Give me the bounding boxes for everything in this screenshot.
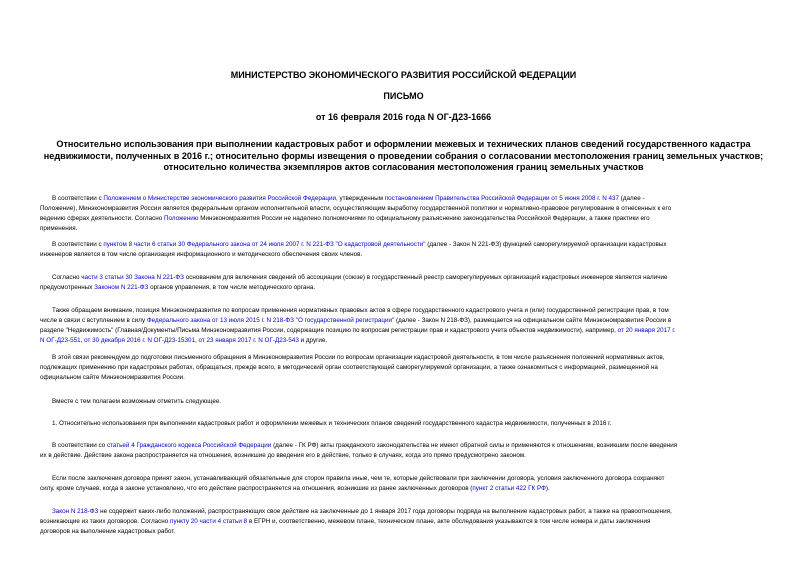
link-letter-20-jan-2017[interactable]: от 20 января 2017 г. <box>617 327 676 334</box>
ministry-heading: МИНИСТЕРСТВО ЭКОНОМИЧЕСКОГО РАЗВИТИЯ РОССИЙСКОЙ ФЕДЕРАЦИИ <box>230 70 577 80</box>
paragraph-line: Согласно части 3 статьи 30 Закона N 221-ФЗ основанием для включения сведений об ассоциации (союзе) в государственный реестр саморегулируемых организаций кадастровых инженеров является наличие <box>52 274 668 281</box>
link-letter-og-d23-551[interactable]: N ОГ-Д23-551 <box>40 337 81 344</box>
paragraph-law-218 <box>40 507 767 537</box>
link-government-decree[interactable]: постановлением Правительства Российской Федерации от 5 июня 2008 г. N 437 <box>384 195 620 202</box>
paragraph-regulation <box>40 194 767 234</box>
paragraph-item-1 <box>40 419 767 429</box>
paragraph-line: Вместе с тем полагаем возможным отметить следующее. <box>52 398 222 405</box>
paragraph-line: N ОГ-Д23-551, от 30 декабря 2016 г. N ОГ-Д23-15301, от 23 января 2017 г. N ОГ-Д23-543 и другие. <box>40 337 328 344</box>
paragraph-line: договоров на выполнение кадастровых работ. <box>40 528 176 535</box>
link-article-422[interactable]: пункт 2 статьи 422 ГК РФ <box>472 485 546 492</box>
subject-line: Относительно использования при выполнении кадастровых работ и оформлении межевых и технических планов сведений государственного кадастра <box>56 139 751 149</box>
paragraph-line: применения. <box>40 225 78 232</box>
paragraph-line: предусмотренных Законом N 221-ФЗ органов управления, в том числе методического органа. <box>40 284 316 291</box>
paragraph-methodical-body <box>40 273 767 293</box>
paragraph-line: разделе "Недвижимость" (Главная/Документы/Письма Минэкономразвития России, содержащие позицию по вопросам регистрации прав и кадастрового учета объектов недвижимости), например, от 20 января 2017 г. <box>40 327 676 334</box>
paragraph-line: В соответствии с Положением о Министерстве экономического развития Российской Федерации, утвержденным постановлением Правительства Российской Федерации от 5 июня 2008 г. N 437 (далее - <box>52 195 645 202</box>
paragraph-line: числе в связи с вступлением в силу Федерального закона от 13 июля 2015 г. N 218-ФЗ "О государственной регистрации" (далее - Закон N 218-ФЗ), размещается на официальном сайте Минэкономразвития России в <box>40 317 672 324</box>
paragraph-line: 1. Относительно использования при выполнении кадастровых работ и оформлении межевых и технических планов сведений государственного кадастра недвижимости, полученных в 2016 г. <box>52 420 612 427</box>
link-part-3-article-30[interactable]: части 3 статьи 30 Закона N 221-ФЗ <box>81 274 184 281</box>
paragraph-line: В соответствии с пунктом 8 части 6 статьи 30 Федерального закона от 24 июля 2007 г. N 221-ФЗ "О кадастровой деятельности" (далее - Закон N 221-ФЗ) функцией саморегулируемой организации кадастровых <box>52 241 667 248</box>
link-point-20-article-8[interactable]: пункту 20 части 4 статьи 8 <box>170 518 248 525</box>
link-law-218-fz-start[interactable]: Закон N 218-ФЗ <box>52 508 99 515</box>
subject-line: недвижимости, полученных в 2016 г.; относительно формы извещения о проведении собрания о согласовании местоположения границ земельных участков; <box>43 150 764 161</box>
paragraph-line: официальном сайте Минэкономразвития России. <box>40 374 185 381</box>
paragraph-line: инженеров является в том числе организация информационного и методического обеспечения своих членов. <box>40 251 363 258</box>
link-law-221-fz-short[interactable]: Законом N 221-ФЗ <box>94 284 149 291</box>
link-letter-30-dec-2016[interactable]: от 30 декабря 2016 г. N ОГ-Д23-15301 <box>84 337 195 344</box>
paragraph-line: возникающие из таких договоров. Согласно пункту 20 части 4 статьи 8 в ЕГРН и, соответственно, межевом плане, техническом плане, акте обследования указываются в том числе номера и даты заключения <box>40 518 651 525</box>
link-law-221-fz[interactable]: пунктом 8 части 6 статьи 30 Федерального закона от 24 июля 2007 г. N 221-ФЗ "О кадастровой деятельности" <box>103 241 426 248</box>
paragraph-line: ведению сферах деятельности. Согласно Положению Минэкономразвития России не наделено полномочиями по официальному разъяснению законодательства Российской Федерации, а также практики его <box>40 215 650 222</box>
paragraph-note <box>40 397 767 407</box>
paragraph-line: Положение), Минэкономразвития России является федеральным органом исполнительной власти, осуществляющим выработку государственной политики и нормативно-правовое регулирование в отнесенных к его <box>40 205 672 212</box>
link-regulation-ministry[interactable]: Положением о Министерстве экономического развития Российской Федерации <box>103 195 336 202</box>
document-date-number: от 16 февраля 2016 года N ОГ-Д23-1666 <box>315 112 492 122</box>
paragraph-civil-code <box>40 441 767 461</box>
paragraph-line: их в действие. Действие закона распространяется на отношения, возникшие до введения его в действие, только в случаях, когда это прямо предусмотрено законом. <box>40 452 526 459</box>
paragraph-ministry-position <box>40 306 767 346</box>
document-type: ПИСЬМО <box>383 91 424 101</box>
paragraph-recommendation <box>40 353 767 383</box>
link-civil-code-article-4[interactable]: статьей 4 Гражданского кодекса Российской Федерации <box>106 442 272 449</box>
link-law-218-fz[interactable]: Федерального закона от 13 июля 2015 г. N 218-ФЗ "О государственной регистрации" <box>146 317 395 324</box>
paragraph-line: Также обращаем внимание, позиция Минэкономразвития по вопросам применения нормативных правовых актов в сфере государственного кадастрового учета и (или) государственной регистрации прав, в том <box>52 307 669 314</box>
paragraph-line: Если после заключения договора принят закон, устанавливающий обязательные для сторон правила иные, чем те, которые действовали при заключении договора, условия заключенного договора сохраняют <box>52 475 665 482</box>
paragraph-cadastral-law <box>40 240 767 260</box>
paragraph-line: В соответствии со статьей 4 Гражданского кодекса Российской Федерации (далее - ГК РФ) акты гражданского законодательства не имеют обратной силы и применяются к отношениям, возникшим после введения <box>52 442 678 449</box>
link-letter-23-jan-2017[interactable]: от 23 января 2017 г. N ОГ-Д23-543 <box>198 337 299 344</box>
paragraph-line: подлежащих применению при кадастровых работах, обращаться, прежде всего, в методический орган соответствующей саморегулируемой организации, а также ознакомиться с информацией, размещенной на <box>40 364 658 371</box>
letter-subject <box>40 139 767 174</box>
subject-line: относительно количества экземпляров актов согласования местоположения границ земельных участков <box>163 162 644 172</box>
paragraph-line: силу, кроме случаев, когда в законе установлено, что его действие распространяется на отношения, возникшие из ранее заключенных договоров (пункт 2 статьи 422 ГК РФ). <box>40 485 550 492</box>
link-regulation[interactable]: Положению <box>163 215 199 222</box>
paragraph-contract <box>40 474 767 494</box>
paragraph-line: Закон N 218-ФЗ не содержит каких-либо положений, распространяющих свое действие на заключенные до 1 января 2017 года договоры подряда на выполнение кадастровых работ, а также на правоотношения, <box>52 508 672 515</box>
paragraph-line: В этой связи рекомендуем до подготовки письменного обращения в Минэкономразвития России по вопросам организации кадастровой деятельности, в том числе разъяснения положений нормативных актов, <box>52 354 665 361</box>
